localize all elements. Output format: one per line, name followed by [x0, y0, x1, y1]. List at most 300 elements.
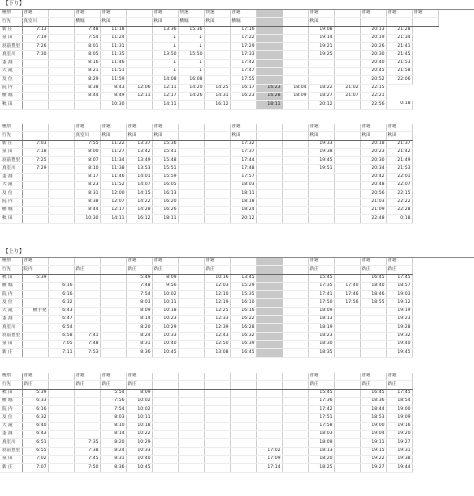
timetable-row — [0, 198, 438, 206]
time-cell: 21:03 — [360, 198, 386, 206]
timetable-row — [0, 422, 438, 430]
time-cell — [308, 182, 334, 190]
time-cell: 18:13 — [308, 316, 334, 324]
time-cell: 8:36 — [100, 464, 126, 472]
time-cell: 20:26 — [360, 43, 386, 51]
time-cell — [100, 307, 126, 315]
time-cell: 18:44 — [360, 406, 386, 414]
time-cell — [256, 124, 282, 132]
timetable-row — [0, 215, 438, 223]
time-cell — [282, 26, 308, 34]
time-cell — [256, 68, 282, 76]
time-cell — [308, 215, 334, 223]
time-cell — [100, 349, 126, 357]
time-cell: 16:12 — [204, 101, 230, 109]
station-cell: 及 位 — [0, 414, 22, 422]
time-cell: 8:31 — [126, 340, 152, 348]
time-cell — [334, 447, 360, 455]
time-cell — [22, 124, 48, 132]
time-cell — [256, 148, 282, 156]
station-cell: 釜 淵 — [0, 431, 22, 439]
time-cell: 新庄 — [360, 266, 386, 274]
time-cell — [230, 381, 256, 389]
time-cell: 21:09 — [360, 206, 386, 214]
time-cell: 7:45 — [74, 455, 100, 463]
time-cell: 18:55 — [360, 299, 386, 307]
time-cell — [334, 414, 360, 422]
time-cell: 17:44 — [230, 157, 256, 165]
timetable-row — [0, 140, 438, 148]
timetable-row — [0, 307, 438, 315]
time-cell — [308, 206, 334, 214]
time-cell — [48, 43, 74, 51]
time-cell: 普通 — [360, 10, 386, 18]
time-cell: 14:26 — [178, 92, 204, 100]
station-cell: 院 内 — [0, 291, 22, 299]
time-cell — [178, 274, 204, 282]
station-cell: 真室川 — [0, 165, 22, 173]
time-cell — [334, 140, 360, 148]
time-cell — [178, 431, 204, 439]
time-cell: 7:26 — [22, 43, 48, 51]
time-cell: 14:07 — [126, 182, 152, 190]
timetable-row — [0, 26, 438, 34]
time-cell: 17:14 — [256, 464, 282, 472]
time-cell: 11:31 — [100, 43, 126, 51]
time-cell: 7:11 — [48, 349, 74, 357]
time-cell: 19:15 — [360, 447, 386, 455]
time-cell: 8:38 — [74, 198, 100, 206]
station-cell: 院 内 — [0, 406, 22, 414]
time-cell: 8:09 — [126, 307, 152, 315]
station-cell: 大 滝 — [0, 182, 22, 190]
time-cell: 17:16 — [230, 26, 256, 34]
time-cell: 15:45 — [308, 274, 334, 282]
time-cell — [22, 84, 48, 92]
time-cell: 19:16 — [386, 422, 412, 430]
time-cell: 22:06 — [386, 76, 412, 84]
time-cell — [334, 148, 360, 156]
time-cell — [178, 148, 204, 156]
time-cell: 12:00 — [100, 190, 126, 198]
time-cell: 8:14 — [100, 431, 126, 439]
time-cell — [204, 173, 230, 181]
time-cell: 21:42 — [386, 148, 412, 156]
time-cell: 15:36 — [178, 26, 204, 34]
time-cell — [178, 101, 204, 109]
time-cell — [334, 349, 360, 357]
time-cell: 8:03 — [100, 414, 126, 422]
time-cell: 快速 — [204, 10, 230, 18]
time-cell: 8:49 — [100, 92, 126, 100]
time-cell: 19:40 — [386, 340, 412, 348]
time-cell: 17:36 — [308, 397, 334, 405]
time-cell: ↓ — [152, 43, 178, 51]
time-cell — [74, 299, 100, 307]
time-cell: 22:48 — [360, 215, 386, 223]
time-cell — [230, 439, 256, 447]
time-cell: ↓ — [152, 68, 178, 76]
time-cell: 15:51 — [152, 165, 178, 173]
time-cell — [282, 397, 308, 405]
time-cell — [282, 206, 308, 214]
time-cell: 10:16 — [204, 274, 230, 282]
time-cell — [282, 431, 308, 439]
time-cell — [48, 34, 74, 42]
time-cell: 18:20 — [308, 455, 334, 463]
time-cell — [178, 373, 204, 381]
time-cell: 17:09 — [256, 455, 282, 463]
time-cell: 18:22 — [308, 84, 334, 92]
time-cell: 14:11 — [100, 215, 126, 223]
time-cell — [282, 68, 308, 76]
time-cell: 22:15 — [360, 84, 386, 92]
time-cell: 普通 — [308, 10, 334, 18]
timetable-row — [0, 173, 438, 181]
station-cell: 秋 田 — [0, 274, 22, 282]
time-cell: 17:50 — [308, 299, 334, 307]
time-cell — [256, 406, 282, 414]
time-cell — [48, 148, 74, 156]
time-cell — [256, 51, 282, 59]
time-cell: 19:27 — [386, 439, 412, 447]
header-row — [0, 266, 438, 274]
time-cell — [22, 182, 48, 190]
time-cell: 新庄 — [126, 381, 152, 389]
time-cell: 19:12 — [386, 299, 412, 307]
time-cell: 13:08 — [204, 349, 230, 357]
time-cell: 10:30 — [100, 101, 126, 109]
time-cell — [256, 389, 282, 397]
time-cell — [230, 406, 256, 414]
time-cell — [256, 190, 282, 198]
time-cell: 19:03 — [386, 291, 412, 299]
time-cell — [126, 68, 152, 76]
time-cell — [282, 43, 308, 51]
time-cell: 18:35 — [308, 349, 334, 357]
time-cell: 12:03 — [204, 282, 230, 290]
time-cell: 横堀 — [178, 18, 204, 26]
time-cell: 19:00 — [360, 422, 386, 430]
time-cell: 10:40 — [126, 455, 152, 463]
time-cell — [334, 157, 360, 165]
timetable-row — [0, 34, 438, 42]
time-cell — [48, 422, 74, 430]
time-cell — [48, 124, 74, 132]
time-cell: 普通 — [22, 10, 48, 18]
station-cell: 新 庄 — [0, 140, 22, 148]
station-cell: 釜 淵 — [0, 173, 22, 181]
time-cell — [48, 92, 74, 100]
time-cell — [152, 389, 178, 397]
time-cell — [308, 68, 334, 76]
time-cell — [48, 165, 74, 173]
timetable-row — [0, 397, 438, 405]
time-cell: 18:30 — [308, 340, 334, 348]
time-cell: 18:36 — [360, 397, 386, 405]
time-cell: 13:36 — [152, 26, 178, 34]
time-cell — [334, 422, 360, 430]
time-cell — [282, 389, 308, 397]
time-cell — [204, 132, 230, 140]
time-cell: 7:19 — [22, 34, 48, 42]
timetable-row — [0, 431, 438, 439]
time-cell: 17:46 — [334, 291, 360, 299]
time-cell — [230, 464, 256, 472]
time-cell: 5:39 — [22, 389, 48, 397]
time-cell: 20:40 — [360, 59, 386, 67]
time-cell — [230, 389, 256, 397]
time-cell — [334, 68, 360, 76]
station-cell: 新 庄 — [0, 26, 22, 34]
time-cell — [282, 59, 308, 67]
time-cell: 9:56 — [152, 282, 178, 290]
time-cell — [282, 157, 308, 165]
time-cell — [178, 215, 204, 223]
time-cell: 普通 — [230, 10, 256, 18]
time-cell — [152, 439, 178, 447]
time-cell: 秋田 — [152, 18, 178, 26]
time-cell: 8:38 — [74, 84, 100, 92]
time-cell: 17:48 — [230, 165, 256, 173]
time-cell — [256, 349, 282, 357]
time-cell — [48, 182, 74, 190]
time-cell: 12:39 — [204, 324, 230, 332]
time-cell — [204, 373, 230, 381]
time-cell: 新庄 — [386, 381, 412, 389]
time-cell: 18:09 — [308, 439, 334, 447]
time-cell — [204, 148, 230, 156]
time-cell — [178, 157, 204, 165]
time-cell: ↓ — [152, 59, 178, 67]
time-cell — [256, 173, 282, 181]
time-cell — [152, 406, 178, 414]
station-cell: 新 庄 — [0, 349, 22, 357]
time-cell: 8:05 — [74, 51, 100, 59]
time-cell: 6:43 — [48, 307, 74, 315]
time-cell — [334, 258, 360, 266]
time-cell — [100, 324, 126, 332]
time-cell: 普通 — [386, 10, 412, 18]
time-cell — [152, 373, 178, 381]
time-cell — [230, 266, 256, 274]
time-cell — [74, 282, 100, 290]
time-cell — [178, 182, 204, 190]
time-cell: 6:43 — [22, 431, 48, 439]
timetable-row — [0, 299, 438, 307]
time-cell — [48, 447, 74, 455]
time-cell — [48, 76, 74, 84]
time-cell: 16:39 — [230, 340, 256, 348]
station-cell: 秋 田 — [0, 215, 22, 223]
time-cell: 普通 — [386, 124, 412, 132]
time-cell — [100, 299, 126, 307]
time-cell: 17:33 — [230, 51, 256, 59]
time-cell: 19:11 — [360, 439, 386, 447]
time-cell — [48, 258, 74, 266]
time-cell — [178, 422, 204, 430]
time-cell — [204, 389, 230, 397]
time-cell — [204, 124, 230, 132]
time-cell — [178, 266, 204, 274]
time-cell: 新庄 — [360, 381, 386, 389]
time-cell: 7:07 — [22, 464, 48, 472]
time-cell: 19:28 — [386, 324, 412, 332]
time-cell: 19:04 — [360, 431, 386, 439]
time-cell: 7:48 — [74, 26, 100, 34]
time-cell — [282, 190, 308, 198]
time-cell: ↓ — [178, 68, 204, 76]
time-cell: 19:44 — [386, 464, 412, 472]
time-cell: 13:53 — [126, 165, 152, 173]
timetable-row — [0, 324, 438, 332]
time-cell: 18:54 — [386, 397, 412, 405]
time-cell: 15:48 — [152, 157, 178, 165]
time-cell — [204, 464, 230, 472]
time-cell: 18:09 — [308, 307, 334, 315]
time-cell — [386, 18, 412, 26]
station-cell: 羽前豊里 — [0, 157, 22, 165]
station-cell: 及 位 — [0, 299, 22, 307]
time-cell: 6:16 — [48, 282, 74, 290]
timetable-row — [0, 291, 438, 299]
up-section-label: 【上り】 — [3, 249, 25, 255]
time-cell — [308, 190, 334, 198]
time-cell — [256, 316, 282, 324]
time-cell — [48, 215, 74, 223]
time-cell — [282, 282, 308, 290]
time-cell — [360, 340, 386, 348]
time-cell: 新庄 — [308, 266, 334, 274]
time-cell: 普通 — [22, 258, 48, 266]
time-cell: 新庄 — [100, 381, 126, 389]
time-cell — [256, 18, 282, 26]
time-cell — [178, 455, 204, 463]
time-cell: 18:27 — [308, 92, 334, 100]
time-cell — [256, 34, 282, 42]
time-cell: 18:24 — [230, 206, 256, 214]
time-cell — [22, 101, 48, 109]
station-cell: 羽前豊里 — [0, 332, 22, 340]
time-cell: 19:45 — [308, 157, 334, 165]
time-cell — [74, 431, 100, 439]
time-cell: 快速 — [178, 10, 204, 18]
time-cell — [282, 76, 308, 84]
time-cell: 18:11 — [256, 101, 282, 109]
time-cell: 普通 — [308, 373, 334, 381]
time-cell — [334, 307, 360, 315]
time-cell — [334, 76, 360, 84]
time-cell: 17:22 — [230, 34, 256, 42]
time-cell — [282, 340, 308, 348]
time-cell: 7:38 — [74, 447, 100, 455]
time-cell: 8:10 — [100, 422, 126, 430]
header-row — [0, 132, 438, 140]
time-cell — [256, 198, 282, 206]
station-cell: 真室川 — [0, 324, 22, 332]
time-cell: 11:38 — [100, 165, 126, 173]
time-cell: 秋田 — [126, 132, 152, 140]
timetable-row — [0, 59, 438, 67]
time-cell — [178, 447, 204, 455]
time-cell — [152, 422, 178, 430]
time-cell — [22, 299, 48, 307]
time-cell — [360, 307, 386, 315]
time-cell: 16:16 — [230, 307, 256, 315]
time-cell: 8:09 — [126, 389, 152, 397]
station-cell: 羽前豊里 — [0, 447, 22, 455]
time-cell — [204, 439, 230, 447]
time-cell: 19:22 — [360, 455, 386, 463]
time-cell: 5:39 — [22, 274, 48, 282]
time-cell: 8:24 — [126, 332, 152, 340]
time-cell: 17:51 — [308, 414, 334, 422]
time-cell — [334, 373, 360, 381]
time-cell: 12:11 — [126, 92, 152, 100]
time-cell — [230, 422, 256, 430]
station-cell: 真室川 — [0, 439, 22, 447]
time-cell: 普通 — [308, 124, 334, 132]
time-cell — [412, 18, 438, 26]
time-cell: 秋田 — [308, 132, 334, 140]
time-cell — [204, 34, 230, 42]
time-cell — [48, 140, 74, 148]
time-cell: 20:12 — [230, 215, 256, 223]
time-cell — [256, 373, 282, 381]
time-cell — [308, 173, 334, 181]
time-cell — [230, 455, 256, 463]
time-cell: 18:40 — [360, 282, 386, 290]
time-cell — [334, 266, 360, 274]
time-cell: 19:27 — [360, 464, 386, 472]
station-cell: 種別 — [0, 258, 22, 266]
time-cell: 19:25 — [308, 51, 334, 59]
time-cell — [282, 406, 308, 414]
time-cell: 14:01 — [126, 173, 152, 181]
time-cell — [74, 258, 100, 266]
time-cell: 10:02 — [126, 397, 152, 405]
station-cell: 泉 田 — [0, 340, 22, 348]
time-cell — [178, 307, 204, 315]
time-cell: 11:59 — [100, 76, 126, 84]
time-cell — [334, 389, 360, 397]
time-cell: 8:00 — [74, 148, 100, 156]
time-cell — [282, 439, 308, 447]
time-cell: 8:36 — [126, 349, 152, 357]
station-cell: 横 堀 — [0, 206, 22, 214]
time-cell — [282, 414, 308, 422]
time-cell — [282, 10, 308, 18]
time-cell: 21:53 — [386, 165, 412, 173]
time-cell — [282, 422, 308, 430]
time-cell: 新庄 — [386, 266, 412, 274]
time-cell — [282, 140, 308, 148]
time-cell — [334, 274, 360, 282]
time-cell: 14:11 — [152, 101, 178, 109]
time-cell — [334, 464, 360, 472]
time-cell: 12:50 — [204, 340, 230, 348]
time-cell — [282, 101, 308, 109]
time-cell: 7:41 — [74, 332, 100, 340]
time-cell: 19:21 — [308, 43, 334, 51]
time-cell: 普通 — [126, 373, 152, 381]
station-cell: 大 滝 — [0, 422, 22, 430]
time-cell — [22, 349, 48, 357]
time-cell — [334, 332, 360, 340]
time-cell — [126, 43, 152, 51]
station-cell: 秋 田 — [0, 389, 22, 397]
time-cell: 22:21 — [360, 92, 386, 100]
